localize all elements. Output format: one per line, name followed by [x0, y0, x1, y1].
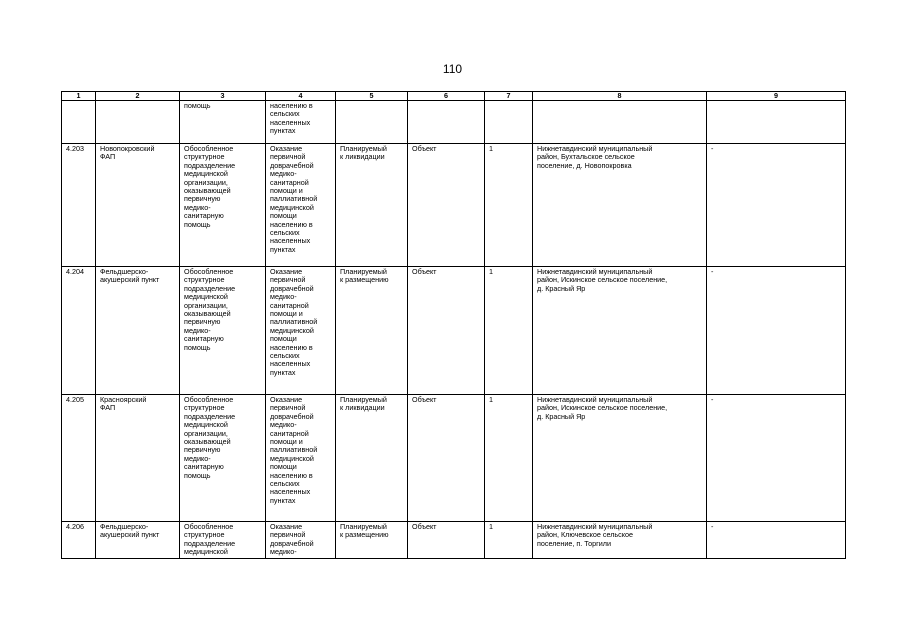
table-row	[62, 144, 846, 267]
cell-location: Нижнетавдинский муниципальный район, Искинское сельское поселение, д. Красный Яр	[533, 395, 707, 522]
cell-status: Планируемый к ликвидации	[336, 395, 408, 522]
header-row	[62, 92, 846, 101]
cell-type	[408, 101, 485, 144]
cell-name: Красноярский ФАП	[96, 395, 180, 522]
col-header-2: 2	[96, 92, 180, 101]
table-row	[62, 395, 846, 522]
cell-name: Фельдшерско- акушерский пункт	[96, 267, 180, 395]
page-number: 110	[442, 62, 463, 76]
cell-type: Объект	[408, 267, 485, 395]
cell-zone: -	[707, 522, 846, 559]
cell-count: 1	[485, 144, 533, 267]
col-header-9: 9	[707, 92, 846, 101]
col-header-5: 5	[336, 92, 408, 101]
col-header-6: 6	[408, 92, 485, 101]
cell-type: Объект	[408, 144, 485, 267]
cell-status: Планируемый к ликвидации	[336, 144, 408, 267]
cell-purpose: Обособленное структурное подразделение медицинской организации, оказывающей первичную медико- санитарную помощь	[180, 267, 266, 395]
cell-name: Фельдшерско- акушерский пункт	[96, 522, 180, 559]
cell-location: Нижнетавдинский муниципальный район, Ключевское сельское поселение, п. Торгили	[533, 522, 707, 559]
cell-count: 1	[485, 267, 533, 395]
cell-status	[336, 101, 408, 144]
col-header-3: 3	[180, 92, 266, 101]
cell-purpose: Обособленное структурное подразделение медицинской	[180, 522, 266, 559]
cell-count: 1	[485, 395, 533, 522]
cell-zone	[707, 101, 846, 144]
table-row	[62, 267, 846, 395]
cell-type: Объект	[408, 395, 485, 522]
cell-function: Оказание первичной доврачебной медико-	[266, 522, 336, 559]
cell-name	[96, 101, 180, 144]
table-row	[62, 522, 846, 559]
cell-num: 4.205	[62, 395, 96, 522]
cell-location	[533, 101, 707, 144]
col-header-7: 7	[485, 92, 533, 101]
cell-num: 4.206	[62, 522, 96, 559]
cell-zone: -	[707, 267, 846, 395]
cell-num: 4.203	[62, 144, 96, 267]
cell-name: Новопокровский ФАП	[96, 144, 180, 267]
cell-status: Планируемый к размещению	[336, 267, 408, 395]
cell-function: Оказание первичной доврачебной медико- санитарной помощи и паллиативной медицинской помощи населению в сельских населенных пунктах	[266, 395, 336, 522]
cell-zone: -	[707, 144, 846, 267]
cell-location: Нижнетавдинский муниципальный район, Бухтальское сельское поселение, д. Новопокровка	[533, 144, 707, 267]
cell-status: Планируемый к размещению	[336, 522, 408, 559]
cell-function: Оказание первичной доврачебной медико- санитарной помощи и паллиативной медицинской помощи населению в сельских населенных пунктах	[266, 144, 336, 267]
cell-type: Объект	[408, 522, 485, 559]
col-header-1: 1	[62, 92, 96, 101]
objects-table	[61, 91, 846, 559]
cell-zone: -	[707, 395, 846, 522]
cell-count: 1	[485, 522, 533, 559]
cell-purpose: помощь	[180, 101, 266, 144]
col-header-8: 8	[533, 92, 707, 101]
cell-num	[62, 101, 96, 144]
col-header-4: 4	[266, 92, 336, 101]
cell-purpose: Обособленное структурное подразделение медицинской организации, оказывающей первичную медико- санитарную помощь	[180, 395, 266, 522]
cell-num: 4.204	[62, 267, 96, 395]
cell-function: Оказание первичной доврачебной медико- санитарной помощи и паллиативной медицинской помощи населению в сельских населенных пунктах	[266, 267, 336, 395]
cell-function: населению в сельских населенных пунктах	[266, 101, 336, 144]
cell-purpose: Обособленное структурное подразделение медицинской организации, оказывающей первичную медико- санитарную помощь	[180, 144, 266, 267]
cell-count	[485, 101, 533, 144]
table-row	[62, 101, 846, 144]
cell-location: Нижнетавдинский муниципальный район, Искинское сельское поселение, д. Красный Яр	[533, 267, 707, 395]
